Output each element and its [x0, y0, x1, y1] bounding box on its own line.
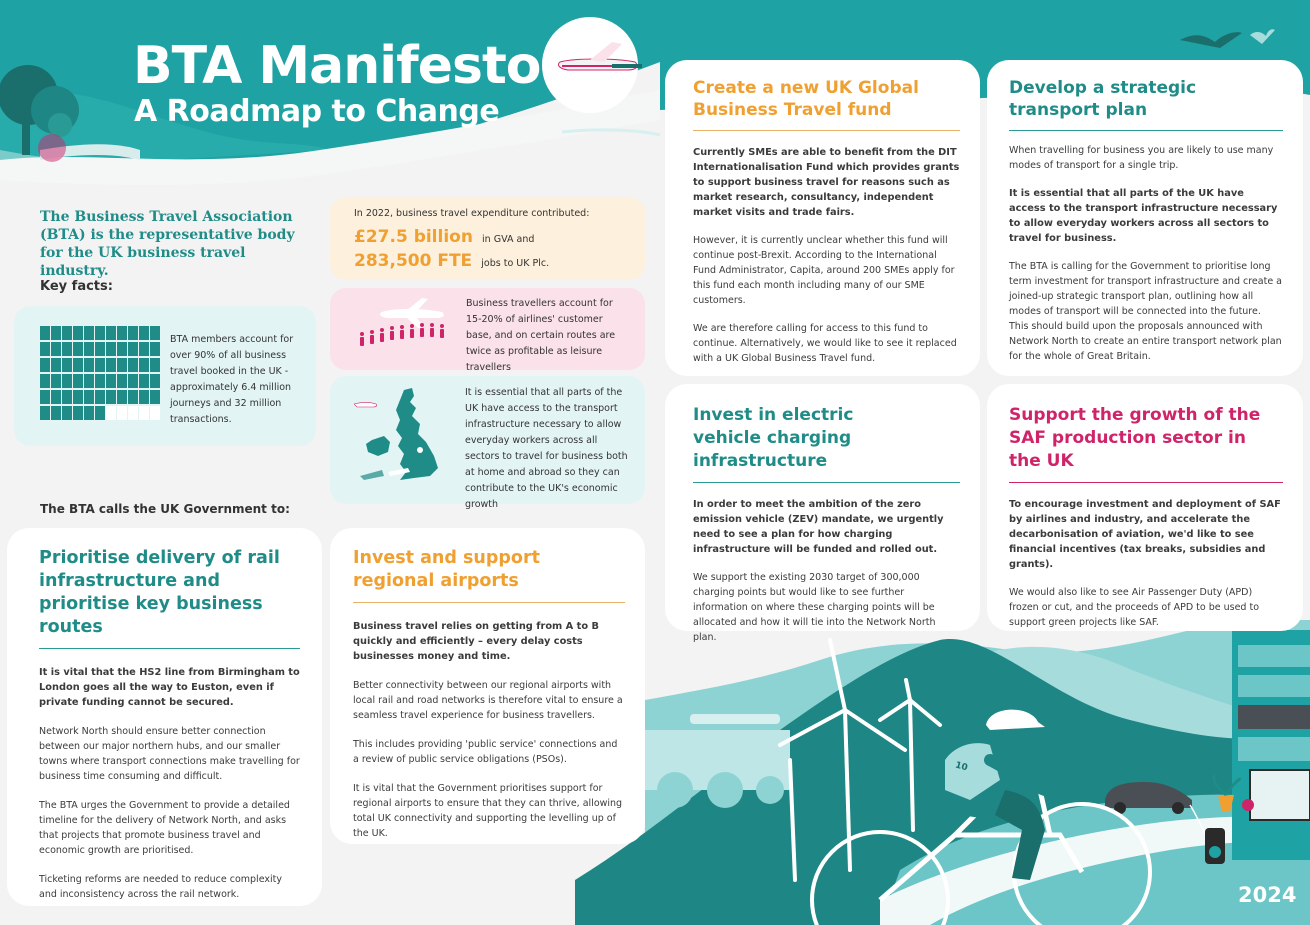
- fund-title: Create a new UK Global Business Travel fund: [693, 78, 919, 120]
- person-icon: [40, 326, 50, 340]
- year-label: 2024: [1238, 883, 1297, 907]
- saf-rule: [1009, 482, 1283, 483]
- person-icon: [128, 342, 138, 356]
- uk-map-icon: [354, 384, 454, 494]
- person-icon: [95, 374, 105, 388]
- transport-plan-p1: When travelling for business you are likely to use many modes of transport for a single trip.: [1009, 145, 1274, 171]
- person-icon: [40, 374, 50, 388]
- members-fact-text: BTA members account for over 90% of all business travel booked in the UK - approximately 6.4 million journeys and 32 million transactions.: [170, 334, 294, 425]
- person-icon: [139, 406, 149, 420]
- person-icon: [117, 342, 127, 356]
- person-icon: [62, 390, 72, 404]
- airlines-fact-text: Business travellers account for 15-20% of airlines' customer base, and on certain routes are twice as profitable as leisure travellers: [466, 298, 616, 373]
- airports-card: [330, 528, 645, 844]
- ev-card: [665, 384, 980, 643]
- fund-rule: [693, 130, 960, 131]
- person-icon: [95, 406, 105, 420]
- calls-label: The BTA calls the UK Government to:: [40, 502, 290, 516]
- airports-p4: It is vital that the Government prioritises support for regional airports to ensure that they can thrive, allowing total UK connectivity and supporting the levelling up of the UK.: [353, 783, 623, 839]
- airports-rule: [353, 602, 625, 603]
- rail-p2: Network North should ensure better connection between our major northern hubs, and our smaller towns where transport connections make travelling for business time consuming and difficult.: [39, 726, 300, 782]
- airports-title: Invest and support regional airports: [353, 548, 540, 591]
- person-icon: [128, 374, 138, 388]
- transport-fact-box: [330, 376, 645, 510]
- person-icon: [84, 390, 94, 404]
- saf-title: Support the growth of the SAF production sector in the UK: [1009, 405, 1261, 471]
- person-icon: [128, 406, 138, 420]
- saf-p2: We would also like to see Air Passenger Duty (APD) frozen or cut, and the proceeds of APD to be used to support green projects like SAF.: [1009, 587, 1260, 628]
- expenditure-intro: In 2022, business travel expenditure contributed:: [354, 208, 590, 219]
- fund-p2: However, it is currently unclear whether this fund will continue post-Brexit. According to the International Fund Administrator, Capita, around 200 SMEs apply for this fund each month including many of our SME customers.: [693, 235, 955, 306]
- person-icon: [106, 358, 116, 372]
- person-icon: [95, 342, 105, 356]
- person-icon: [62, 358, 72, 372]
- person-icon: [73, 326, 83, 340]
- ev-rule: [693, 482, 960, 483]
- person-icon: [150, 326, 160, 340]
- person-icon: [51, 374, 61, 388]
- person-icon: [150, 390, 160, 404]
- person-icon: [95, 358, 105, 372]
- fund-p3: We are therefore calling for access to this fund to continue. Alternatively, we would like to see it replaced with a UK Global Business Travel fund.: [693, 323, 957, 364]
- expenditure-fact-box: [330, 197, 645, 280]
- rail-title: Prioritise delivery of rail infrastructure and prioritise key business routes: [39, 548, 280, 637]
- person-icon: [128, 390, 138, 404]
- person-icon: [139, 390, 149, 404]
- person-icon: [106, 342, 116, 356]
- person-icon: [117, 390, 127, 404]
- person-icon: [84, 374, 94, 388]
- person-icon: [139, 326, 149, 340]
- person-icon: [139, 342, 149, 356]
- person-icon: [84, 358, 94, 372]
- airlines-fact-box: [330, 288, 645, 373]
- transport-fact-text: It is essential that all parts of the UK have access to the transport infrastructure necessary to allow everyday workers across all sectors to travel for business both at home and abroad so they can contribute to the UK's economic growth: [465, 387, 628, 510]
- rail-p1: It is vital that the HS2 line from Birmingham to London goes all the way to Euston, even if private funding cannot be secured.: [39, 667, 300, 708]
- person-icon: [84, 326, 94, 340]
- person-icon: [40, 358, 50, 372]
- person-icon: [95, 326, 105, 340]
- person-icon: [51, 342, 61, 356]
- rail-p3: The BTA urges the Government to provide a detailed timeline for the delivery of Network North, and asks that projects that promote business travel and economic growth are prioritised.: [39, 800, 290, 856]
- person-icon: [62, 374, 72, 388]
- ev-title: Invest in electric vehicle charging infrastructure: [693, 405, 854, 471]
- person-icon: [95, 390, 105, 404]
- person-icon: [73, 358, 83, 372]
- person-icon: [139, 358, 149, 372]
- person-icon: [117, 374, 127, 388]
- members-fact-box: [14, 306, 316, 446]
- ev-p2: We support the existing 2030 target of 300,000 charging points but would like to see further information on where these charging points will be allocated and how it will tie into the Network North plan.: [693, 572, 936, 643]
- gva-value: £27.5 billion: [354, 227, 473, 247]
- person-icon: [51, 390, 61, 404]
- person-icon: [106, 390, 116, 404]
- header-subtitle: A Roadmap to Change: [134, 94, 500, 129]
- person-icon: [40, 342, 50, 356]
- airports-p2: Better connectivity between our regional airports with local rail and road networks is therefore vital to ensure a seamless travel experience for business travellers.: [353, 680, 623, 721]
- plane-travellers-icon: [352, 298, 460, 358]
- person-icon: [150, 342, 160, 356]
- person-icon: [150, 406, 160, 420]
- saf-card: [987, 384, 1303, 631]
- key-facts-label: Key facts:: [40, 279, 113, 294]
- transport-plan-rule: [1009, 130, 1283, 131]
- person-icon: [62, 342, 72, 356]
- person-icon: [84, 342, 94, 356]
- gva-suffix: in GVA and: [482, 234, 535, 245]
- person-icon: [51, 406, 61, 420]
- transport-plan-title: Develop a strategic transport plan: [1009, 78, 1197, 120]
- person-icon: [84, 406, 94, 420]
- person-icon: [62, 406, 72, 420]
- person-icon: [73, 374, 83, 388]
- fund-p1: Currently SMEs are able to benefit from the DIT Internationalisation Fund which provides grants to support business travel for reasons such as market research, consultancy, independent market visits and trade fairs.: [693, 147, 960, 218]
- ev-p1: In order to meet the ambition of the zero emission vehicle (ZEV) mandate, we urgently need to see a plan for how charging infrastructure will be funded and rolled out.: [693, 499, 944, 555]
- fund-card: [665, 60, 980, 376]
- person-icon: [51, 326, 61, 340]
- person-icon: [51, 358, 61, 372]
- header-title: BTA Manifesto: [133, 36, 541, 96]
- person-icon: [106, 406, 116, 420]
- person-icon: [73, 390, 83, 404]
- person-icon: [106, 374, 116, 388]
- transport-plan-p2: It is essential that all parts of the UK have access to the transport infrastructure necessary to allow everyday workers across all sectors to travel for business.: [1009, 188, 1278, 244]
- person-icon: [150, 374, 160, 388]
- people-icon-grid: [40, 326, 160, 420]
- airports-p3: This includes providing 'public service' connections and a review of public service obligations (PSOs).: [353, 739, 618, 765]
- person-icon: [40, 406, 50, 420]
- rail-card: [7, 528, 322, 906]
- rail-p4: Ticketing reforms are needed to reduce complexity and inconsistency across the rail network.: [39, 874, 282, 900]
- person-icon: [117, 358, 127, 372]
- cyclist-number: 10: [953, 760, 969, 774]
- transport-plan-p3: The BTA is calling for the Government to prioritise long term investment for transport infrastructure and create a joined-up strategic transport plan, outlining how all modes of transport will be connected into the future. This should build upon the proposals announced with Network North to create an entire transport network plan for the whole of Great Britain.: [1009, 261, 1282, 362]
- person-icon: [40, 390, 50, 404]
- person-icon: [139, 374, 149, 388]
- saf-p1: To encourage investment and deployment of SAF by airlines and industry, and accelerate the decarbonisation of aviation, we'd like to see financial incentives (tax breaks, subsidies and grants).: [1009, 499, 1281, 570]
- person-icon: [73, 406, 83, 420]
- intro-statement: The Business Travel Association (BTA) is the representative body for the UK business travel industry.: [40, 209, 295, 279]
- person-icon: [128, 358, 138, 372]
- person-icon: [106, 326, 116, 340]
- person-icon: [62, 326, 72, 340]
- fte-value: 283,500 FTE: [354, 251, 473, 271]
- person-icon: [117, 406, 127, 420]
- rail-rule: [39, 648, 300, 649]
- person-icon: [117, 326, 127, 340]
- person-icon: [73, 342, 83, 356]
- transport-plan-card: [987, 60, 1303, 376]
- airports-p1: Business travel relies on getting from A to B quickly and efficiently – every delay costs businesses money and time.: [353, 621, 599, 662]
- person-icon: [150, 358, 160, 372]
- fte-suffix: jobs to UK Plc.: [481, 258, 550, 269]
- person-icon: [128, 326, 138, 340]
